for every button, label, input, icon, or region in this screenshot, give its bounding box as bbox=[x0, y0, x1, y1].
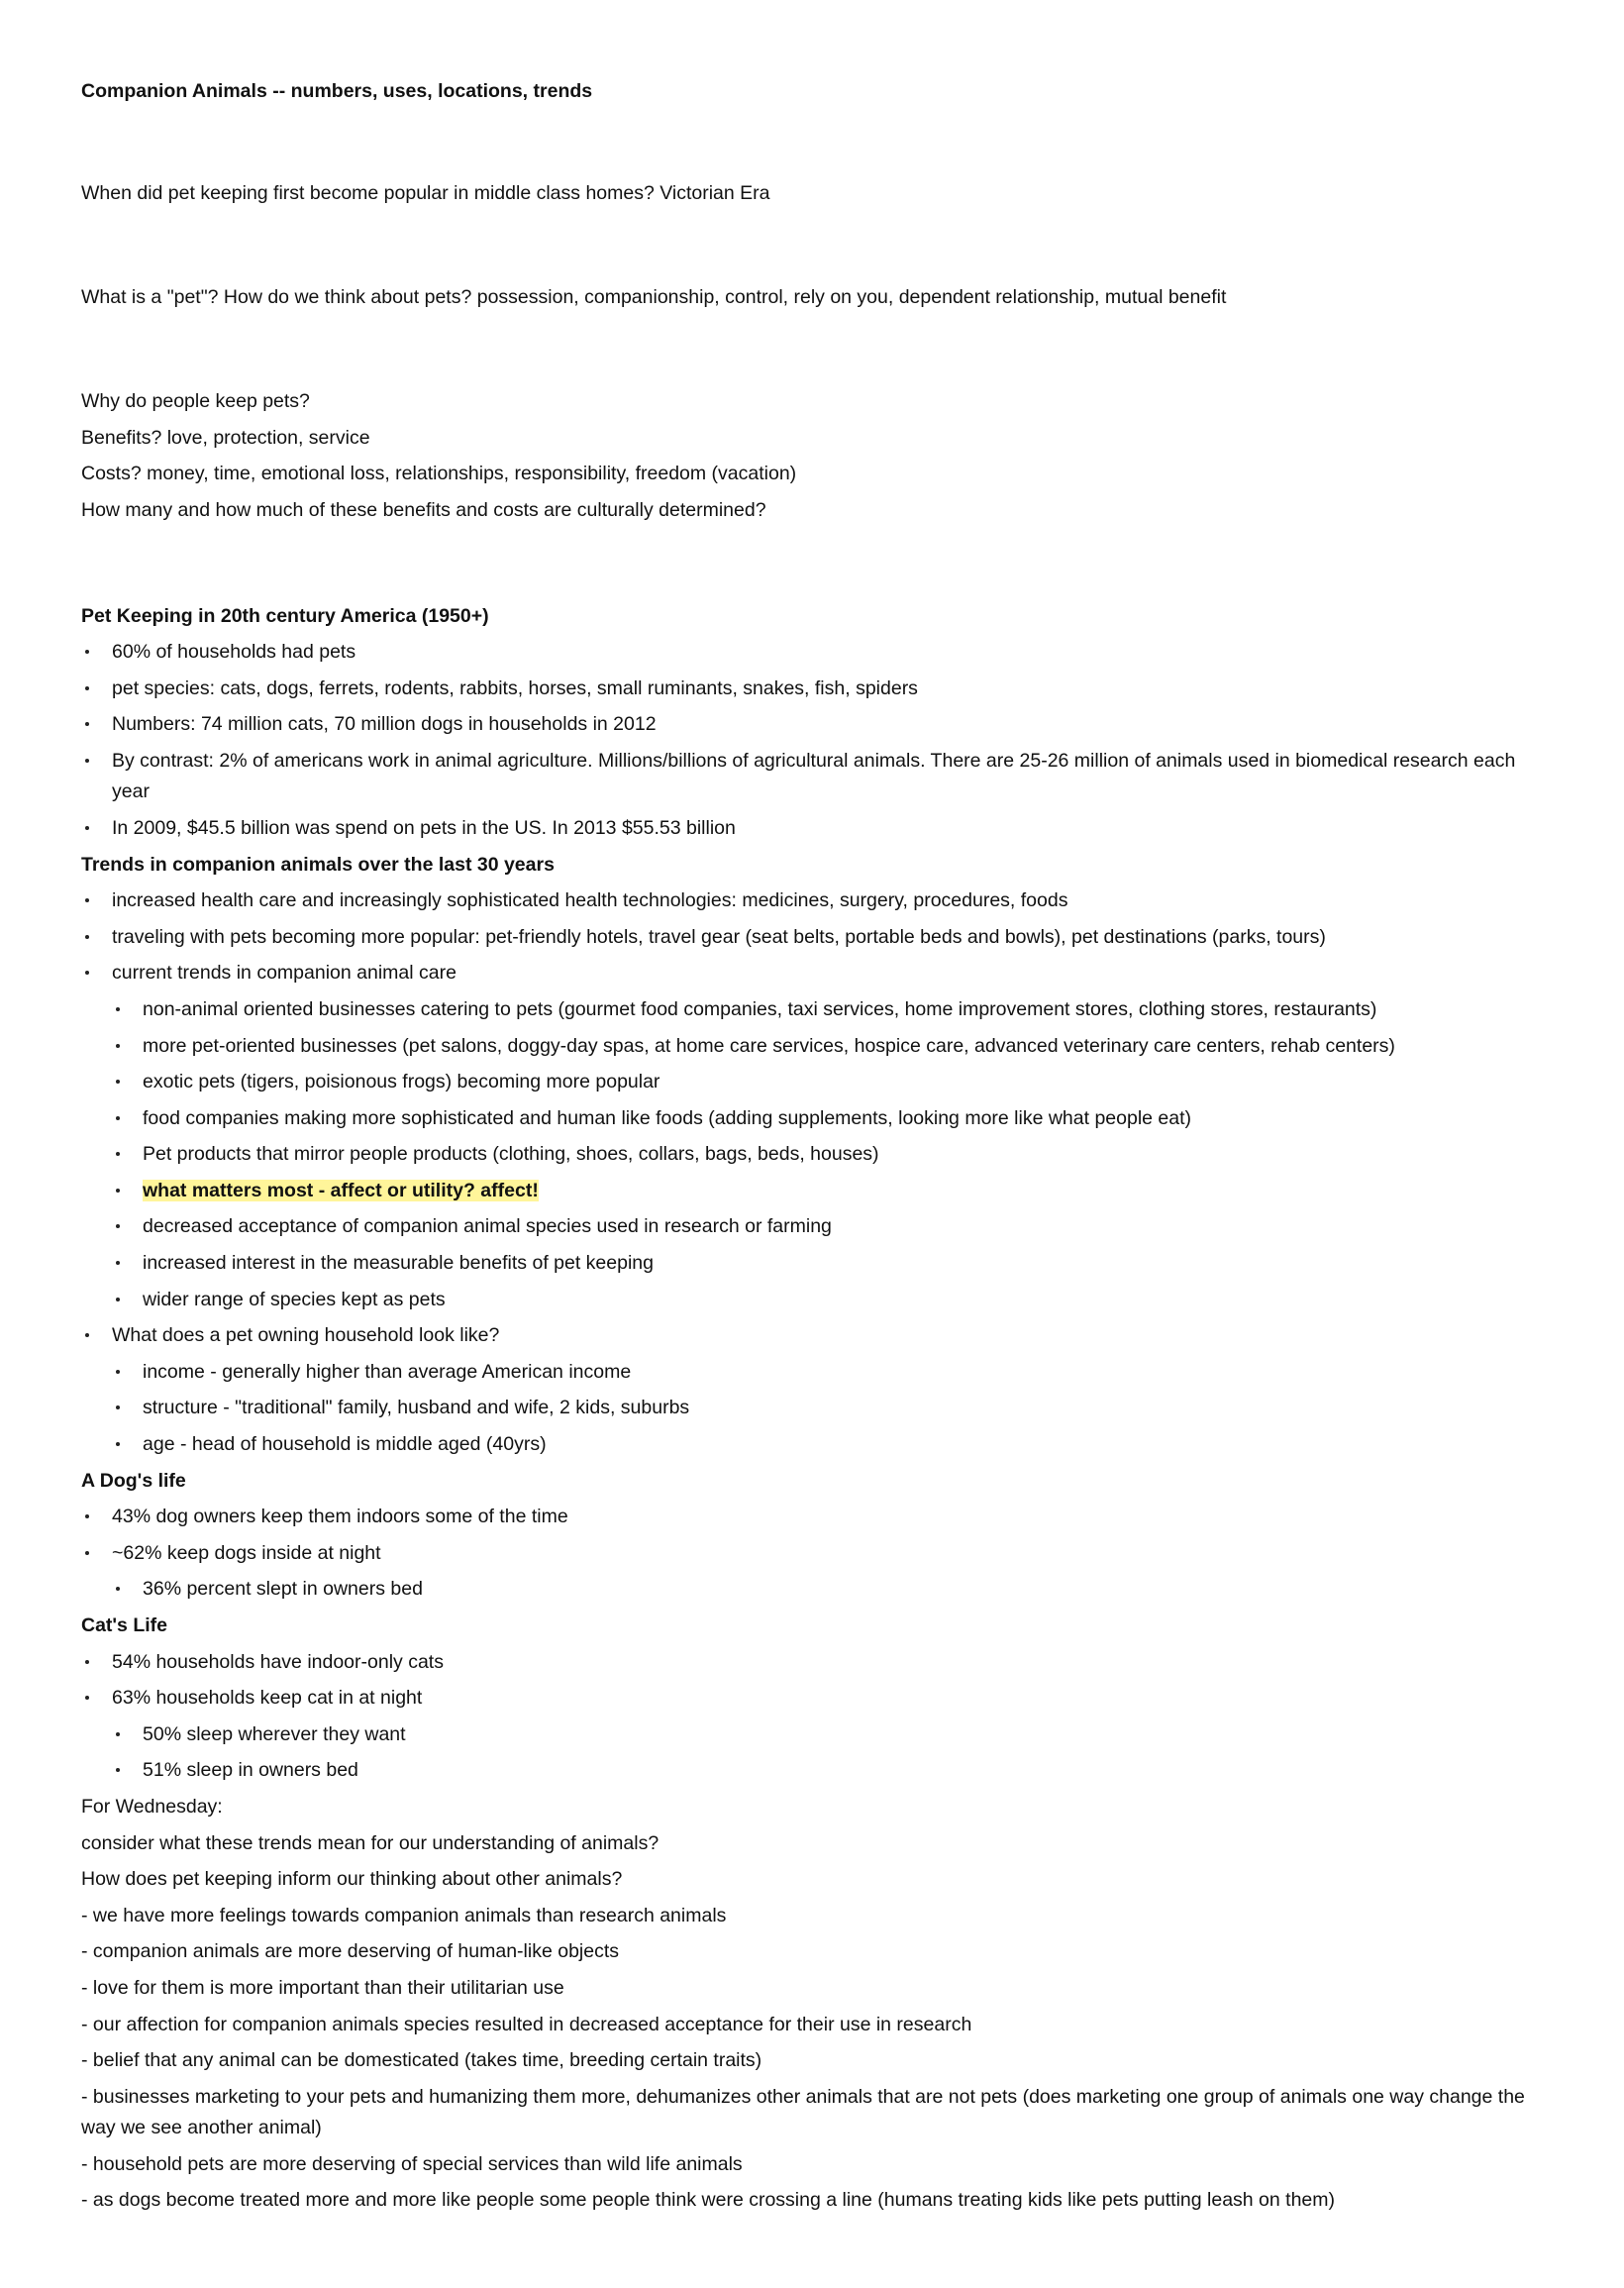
list-item-text: Numbers: 74 million cats, 70 million dogs in households in 2012 bbox=[112, 713, 657, 736]
section-heading-trends: Trends in companion animals over the last 30 years bbox=[81, 853, 555, 876]
sub-list-item bbox=[112, 1208, 1547, 1245]
list-item bbox=[81, 1535, 1547, 1608]
list-item-text: decreased acceptance of companion animal species used in research or farming bbox=[143, 1215, 832, 1238]
sub-bullet-list bbox=[112, 1571, 1547, 1608]
sub-bullet-list bbox=[112, 1716, 1547, 1789]
list-item-text: 36% percent slept in owners bed bbox=[143, 1578, 423, 1601]
list-item-text: more pet-oriented businesses (pet salons, doggy-day spas, at home care services, hospice care, advanced veterinary care centers, rehab centers) bbox=[143, 1034, 1395, 1057]
wednesday-line: - household pets are more deserving of special services than wild life animals bbox=[81, 2152, 743, 2175]
list-item-text: increased health care and increasingly sophisticated health technologies: medicines, surgery, procedures, foods bbox=[112, 889, 1068, 912]
wednesday-line: - belief that any animal can be domesticated (takes time, breeding certain traits) bbox=[81, 2049, 762, 2072]
bullet-list-cat bbox=[81, 1644, 1547, 1789]
list-item-text: wider range of species kept as pets bbox=[143, 1288, 446, 1310]
document-title: Companion Animals -- numbers, uses, locations, trends bbox=[81, 80, 593, 102]
spacer bbox=[81, 212, 1547, 279]
bullet-list-dog bbox=[81, 1499, 1547, 1608]
why-line: Benefits? love, protection, service bbox=[81, 426, 370, 449]
sub-list-item bbox=[112, 1752, 1547, 1789]
wednesday-line: - we have more feelings towards companion animals than research animals bbox=[81, 1904, 727, 1926]
sub-list-item bbox=[112, 1282, 1547, 1318]
wednesday-line: - companion animals are more deserving of human-like objects bbox=[81, 1940, 620, 1963]
list-item-text: current trends in companion animal care bbox=[112, 962, 457, 985]
list-item-text: 54% households have indoor-only cats bbox=[112, 1650, 444, 1673]
sub-list-item bbox=[112, 1245, 1547, 1282]
wednesday-line: - businesses marketing to your pets and humanizing them more, dehumanizes other animals that are not pets (does marketing one group of animals one way change the way we see another animal) bbox=[81, 2085, 1525, 2138]
list-item bbox=[81, 1644, 1547, 1681]
sub-list-item-highlighted bbox=[112, 1173, 1547, 1209]
list-item bbox=[81, 810, 1547, 847]
wednesday-line: consider what these trends mean for our understanding of animals? bbox=[81, 1831, 660, 1854]
list-item bbox=[81, 955, 1547, 1317]
spacer bbox=[81, 315, 1547, 383]
wednesday-line: - as dogs become treated more and more like people some people think were crossing a line (humans treating kids like pets putting leash on them) bbox=[81, 2189, 1336, 2212]
sub-list-item bbox=[112, 1354, 1547, 1391]
list-item-text: 60% of households had pets bbox=[112, 641, 356, 664]
list-item bbox=[81, 1499, 1547, 1535]
spacer bbox=[81, 109, 1547, 175]
list-item bbox=[81, 1317, 1547, 1462]
document-page bbox=[81, 73, 1547, 2219]
list-item-text: In 2009, $45.5 billion was spend on pets in the US. In 2013 $55.53 billion bbox=[112, 816, 736, 839]
list-item bbox=[81, 919, 1547, 956]
list-item bbox=[81, 671, 1547, 707]
section-heading-20th-century: Pet Keeping in 20th century America (1950+) bbox=[81, 604, 489, 627]
sub-list-item bbox=[112, 1716, 1547, 1753]
sub-list-item bbox=[112, 1426, 1547, 1463]
sub-list-item bbox=[112, 1100, 1547, 1137]
list-item-text: Pet products that mirror people products (clothing, shoes, collars, bags, beds, houses) bbox=[143, 1143, 879, 1166]
list-item-text: 51% sleep in owners bed bbox=[143, 1759, 358, 1782]
section-heading-cat: Cat's Life bbox=[81, 1614, 167, 1636]
list-item-text: age - head of household is middle aged (40yrs) bbox=[143, 1433, 547, 1456]
list-item bbox=[81, 743, 1547, 810]
wednesday-line: - love for them is more important than their utilitarian use bbox=[81, 1976, 564, 1999]
sub-list-item bbox=[112, 1028, 1547, 1065]
sub-bullet-list bbox=[112, 991, 1547, 1317]
list-item-text: structure - "traditional" family, husband and wife, 2 kids, suburbs bbox=[143, 1397, 690, 1419]
list-item-text: exotic pets (tigers, poisionous frogs) becoming more popular bbox=[143, 1071, 660, 1093]
bullet-list-trends bbox=[81, 883, 1547, 1463]
list-item bbox=[81, 1680, 1547, 1789]
question-pet-keeping-origin: When did pet keeping first become popular in middle class homes? Victorian Era bbox=[81, 182, 770, 204]
wednesday-line: How does pet keeping inform our thinking about other animals? bbox=[81, 1868, 623, 1891]
sub-list-item bbox=[112, 1136, 1547, 1173]
list-item-text: pet species: cats, dogs, ferrets, rodents, rabbits, horses, small ruminants, snakes, fish, spiders bbox=[112, 676, 918, 699]
list-item-text: traveling with pets becoming more popular: pet-friendly hotels, travel gear (seat belts, portable beds and bowls), pet destinations (parks, tours) bbox=[112, 925, 1326, 948]
list-item-text: 43% dog owners keep them indoors some of the time bbox=[112, 1506, 568, 1528]
highlighted-text: what matters most - affect or utility? affect! bbox=[143, 1179, 539, 1201]
sub-list-item bbox=[112, 1571, 1547, 1608]
sub-list-item bbox=[112, 991, 1547, 1028]
spacer bbox=[81, 529, 1547, 598]
wednesday-line: For Wednesday: bbox=[81, 1795, 223, 1818]
list-item-text: increased interest in the measurable benefits of pet keeping bbox=[143, 1252, 654, 1275]
why-line: Costs? money, time, emotional loss, relationships, responsibility, freedom (vacation) bbox=[81, 463, 797, 485]
list-item-text: non-animal oriented businesses catering to pets (gourmet food companies, taxi services, home improvement stores, clothing stores, restaurants) bbox=[143, 997, 1377, 1020]
section-heading-dog: A Dog's life bbox=[81, 1469, 186, 1492]
bullet-list-20th-century bbox=[81, 634, 1547, 846]
list-item bbox=[81, 706, 1547, 743]
question-what-is-pet: What is a "pet"? How do we think about pets? possession, companionship, control, rely on you, dependent relationship, mutual benefit bbox=[81, 285, 1227, 308]
list-item bbox=[81, 634, 1547, 671]
list-item-text: What does a pet owning household look like? bbox=[112, 1324, 500, 1347]
list-item-text: 50% sleep wherever they want bbox=[143, 1722, 406, 1745]
list-item-text: ~62% keep dogs inside at night bbox=[112, 1541, 381, 1564]
list-item-text: food companies making more sophisticated and human like foods (adding supplements, looking more like what people eat) bbox=[143, 1106, 1192, 1129]
wednesday-line: - our affection for companion animals species resulted in decreased acceptance for their use in research bbox=[81, 2013, 972, 2035]
why-line: How many and how much of these benefits and costs are culturally determined? bbox=[81, 498, 766, 521]
list-item-text: By contrast: 2% of americans work in animal agriculture. Millions/billions of agricultural animals. There are 25-26 million of animals used in biomedical research each year bbox=[112, 749, 1516, 802]
sub-bullet-list bbox=[112, 1354, 1547, 1463]
sub-list-item bbox=[112, 1390, 1547, 1426]
sub-list-item bbox=[112, 1064, 1547, 1100]
list-item-text: 63% households keep cat in at night bbox=[112, 1687, 423, 1710]
list-item-text: income - generally higher than average American income bbox=[143, 1360, 632, 1383]
why-line: Why do people keep pets? bbox=[81, 390, 310, 413]
list-item bbox=[81, 883, 1547, 919]
